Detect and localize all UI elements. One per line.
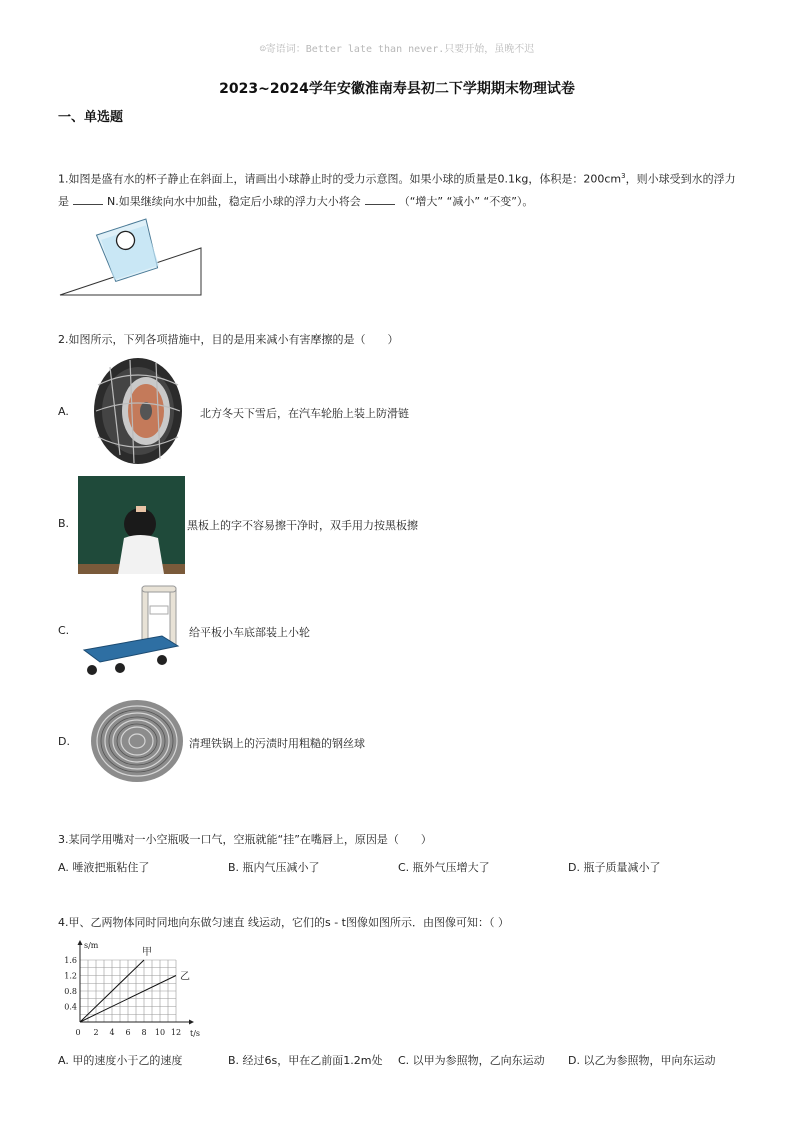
q2-option-b-letter[interactable]: B. xyxy=(58,517,70,530)
x-tick-label: 6 xyxy=(125,1028,131,1037)
q1-text-d: N.如果继续向水中加盐，稳定后小球的浮力大小将会 xyxy=(107,195,361,208)
y-axis-label: s/m xyxy=(84,941,99,950)
q1-text-a: 1.如图是盛有水的杯子静止在斜面上，请画出小球静止时的受力示意图。如果小球的质量是0.1kg，体积是：200cm xyxy=(58,172,622,186)
q2-option-a-text: 北方冬天下雪后，在汽车轮胎上装上防滑链 xyxy=(200,407,409,420)
q1-unit-exponent: 3 xyxy=(621,172,626,180)
q3-option-a[interactable]: A. 唾液把瓶粘住了 xyxy=(58,861,150,874)
snow-chain-tire-image xyxy=(90,355,186,467)
x-tick-label: 12 xyxy=(170,1028,182,1037)
q1-line2 xyxy=(58,191,748,213)
y-tick-label: 0.8 xyxy=(64,987,77,996)
q4-option-b[interactable]: B. 经过6s，甲在乙前面1.2m处 xyxy=(228,1054,383,1067)
q1-line1 xyxy=(58,165,748,191)
q2-option-d-letter[interactable]: D. xyxy=(58,735,70,748)
q4-option-c[interactable]: C. 以甲为参照物，乙向东运动 xyxy=(398,1054,545,1067)
blackboard-child-image xyxy=(78,476,185,574)
q4-option-a[interactable]: A. 甲的速度小于乙的速度 xyxy=(58,1054,183,1067)
y-tick-label: 1.6 xyxy=(64,956,77,965)
y-axis-arrow xyxy=(78,940,83,945)
q2-option-b-text: 黑板上的字不容易擦干净时，双手用力按黑板擦 xyxy=(187,519,418,532)
q1-text-e: （“增大” “减小” “不变”）。 xyxy=(398,195,534,208)
steel-wool-ball-image xyxy=(88,697,186,785)
q2-option-a-letter[interactable]: A. xyxy=(58,405,69,418)
watermark: ☺寄语词：Better late than never.只要开始，虽晚不迟 xyxy=(259,44,535,55)
q3-option-d[interactable]: D. 瓶子质量减小了 xyxy=(568,861,661,874)
q1-blank-1[interactable] xyxy=(73,191,103,205)
s-t-graph xyxy=(58,936,218,1042)
x-axis-label: t/s xyxy=(190,1029,201,1038)
x-tick-label: 0 xyxy=(75,1028,81,1037)
q2-option-d-text: 清理铁锅上的污渍时用粗糙的钢丝球 xyxy=(189,737,365,750)
q3-stem: 3.某同学用嘴对一小空瓶吸一口气，空瓶就能“挂”在嘴唇上，原因是（ ） xyxy=(58,833,432,846)
x-axis-arrow xyxy=(189,1020,194,1025)
page-title: 2023~2024学年安徽淮南寿县初二下学期期末物理试卷 xyxy=(219,81,575,97)
q1-blank-2[interactable] xyxy=(365,191,395,205)
y-tick-label: 1.2 xyxy=(64,971,77,981)
q2-option-c-letter[interactable]: C. xyxy=(58,624,70,637)
flatbed-cart-image xyxy=(80,584,180,680)
x-tick-label: 4 xyxy=(109,1028,115,1037)
series-label-1: 甲 xyxy=(142,947,152,958)
q1-text-b: ，则小球受到水的浮力 xyxy=(625,172,736,186)
q2-option-c-text: 给平板小车底部装上小轮 xyxy=(189,626,310,639)
q2-stem: 2.如图所示，下列各项措施中，目的是用来减小有害摩擦的是（ ） xyxy=(58,333,399,346)
q3-option-c[interactable]: C. 瓶外气压增大了 xyxy=(398,861,490,874)
incline-cup-figure xyxy=(58,218,208,300)
section-heading: 一、单选题 xyxy=(58,110,124,125)
y-tick-label: 0.4 xyxy=(64,1002,77,1012)
q4-stem: 4.甲、乙两物体同时同地向东做匀速直 线运动，它们的s - t图像如图所示．由图像可知：（ ） xyxy=(58,916,509,929)
x-tick-label: 2 xyxy=(93,1028,99,1037)
x-tick-label: 8 xyxy=(141,1028,147,1037)
q4-option-d[interactable]: D. 以乙为参照物，甲向东运动 xyxy=(568,1054,716,1067)
q3-option-b[interactable]: B. 瓶内气压减小了 xyxy=(228,861,320,874)
x-tick-label: 10 xyxy=(154,1028,166,1037)
series-label-2: 乙 xyxy=(180,971,190,983)
q1-text-c: 是 xyxy=(58,195,69,208)
